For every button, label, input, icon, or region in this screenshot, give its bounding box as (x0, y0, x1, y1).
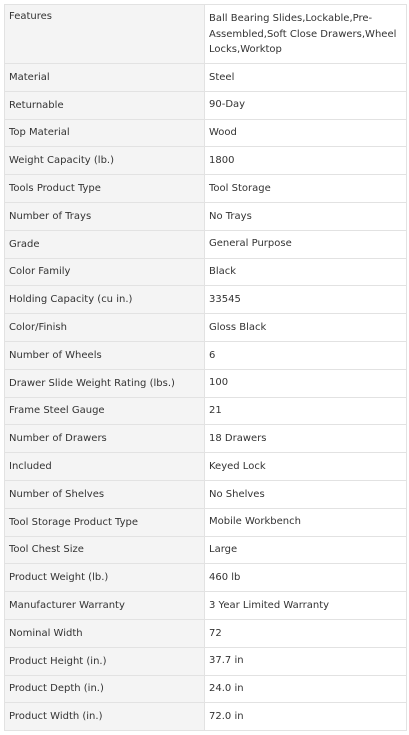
spec-row-top-material (5, 120, 406, 148)
spec-row-product-height-in (5, 648, 406, 676)
spec-value: Keyed Lock (205, 453, 406, 480)
spec-row-nominal-width (5, 620, 406, 648)
spec-label: Weight Capacity (lb.) (5, 147, 205, 174)
spec-label: Tool Storage Product Type (5, 509, 205, 536)
spec-label: Tool Chest Size (5, 537, 205, 564)
spec-value: 37.7 in (205, 648, 406, 675)
spec-value: 6 (205, 342, 406, 369)
spec-label: Grade (5, 231, 205, 258)
spec-row-product-width-in (5, 703, 406, 731)
spec-value: 3 Year Limited Warranty (205, 592, 406, 619)
spec-label: Number of Wheels (5, 342, 205, 369)
spec-value: No Shelves (205, 481, 406, 508)
spec-value: 72.0 in (205, 703, 406, 730)
spec-value: Gloss Black (205, 314, 406, 341)
spec-value: Mobile Workbench (205, 509, 406, 536)
spec-row-returnable (5, 92, 406, 120)
spec-row-weight-capacity-lb (5, 147, 406, 175)
spec-label: Tools Product Type (5, 175, 205, 202)
spec-value: Ball Bearing Slides,Lockable,Pre-Assembled,Soft Close Drawers,Wheel Locks,Worktop (205, 5, 406, 63)
spec-value: 100 (205, 370, 406, 397)
spec-row-color-finish (5, 314, 406, 342)
spec-value: Large (205, 537, 406, 564)
spec-row-manufacturer-warranty (5, 592, 406, 620)
spec-label: Drawer Slide Weight Rating (lbs.) (5, 370, 205, 397)
spec-label: Number of Trays (5, 203, 205, 230)
spec-label: Manufacturer Warranty (5, 592, 205, 619)
spec-label: Product Depth (in.) (5, 676, 205, 703)
spec-value: 460 lb (205, 564, 406, 591)
spec-row-tool-storage-product-type (5, 509, 406, 537)
spec-row-number-of-wheels (5, 342, 406, 370)
spec-row-number-of-trays (5, 203, 406, 231)
spec-row-features (5, 5, 406, 64)
spec-row-material (5, 64, 406, 92)
spec-label: Holding Capacity (cu in.) (5, 286, 205, 313)
spec-label: Product Width (in.) (5, 703, 205, 730)
spec-label: Product Height (in.) (5, 648, 205, 675)
spec-value: 90-Day (205, 92, 406, 119)
spec-value: 1800 (205, 147, 406, 174)
spec-label: Material (5, 64, 205, 91)
spec-row-number-of-shelves (5, 481, 406, 509)
spec-row-frame-steel-gauge (5, 398, 406, 426)
spec-value: 18 Drawers (205, 425, 406, 452)
spec-row-holding-capacity-cu-in (5, 286, 406, 314)
spec-value: 72 (205, 620, 406, 647)
spec-row-drawer-slide-weight-rating-lbs (5, 370, 406, 398)
spec-label: Returnable (5, 92, 205, 119)
spec-label: Number of Shelves (5, 481, 205, 508)
spec-label: Color/Finish (5, 314, 205, 341)
spec-label: Included (5, 453, 205, 480)
spec-row-color-family (5, 259, 406, 287)
spec-label: Frame Steel Gauge (5, 398, 205, 425)
spec-value: Black (205, 259, 406, 286)
spec-row-product-weight-lb (5, 564, 406, 592)
spec-row-grade (5, 231, 406, 259)
spec-value: 24.0 in (205, 676, 406, 703)
spec-label: Nominal Width (5, 620, 205, 647)
spec-row-number-of-drawers (5, 425, 406, 453)
spec-row-tools-product-type (5, 175, 406, 203)
spec-value: 21 (205, 398, 406, 425)
spec-value: 33545 (205, 286, 406, 313)
spec-row-product-depth-in (5, 676, 406, 704)
spec-label: Top Material (5, 120, 205, 147)
specifications-table (4, 4, 407, 731)
spec-label: Product Weight (lb.) (5, 564, 205, 591)
spec-row-included (5, 453, 406, 481)
spec-value: General Purpose (205, 231, 406, 258)
spec-label: Color Family (5, 259, 205, 286)
spec-value: No Trays (205, 203, 406, 230)
spec-row-tool-chest-size (5, 537, 406, 565)
spec-value: Steel (205, 64, 406, 91)
spec-label: Number of Drawers (5, 425, 205, 452)
spec-value: Tool Storage (205, 175, 406, 202)
spec-value: Wood (205, 120, 406, 147)
spec-label: Features (5, 5, 205, 63)
